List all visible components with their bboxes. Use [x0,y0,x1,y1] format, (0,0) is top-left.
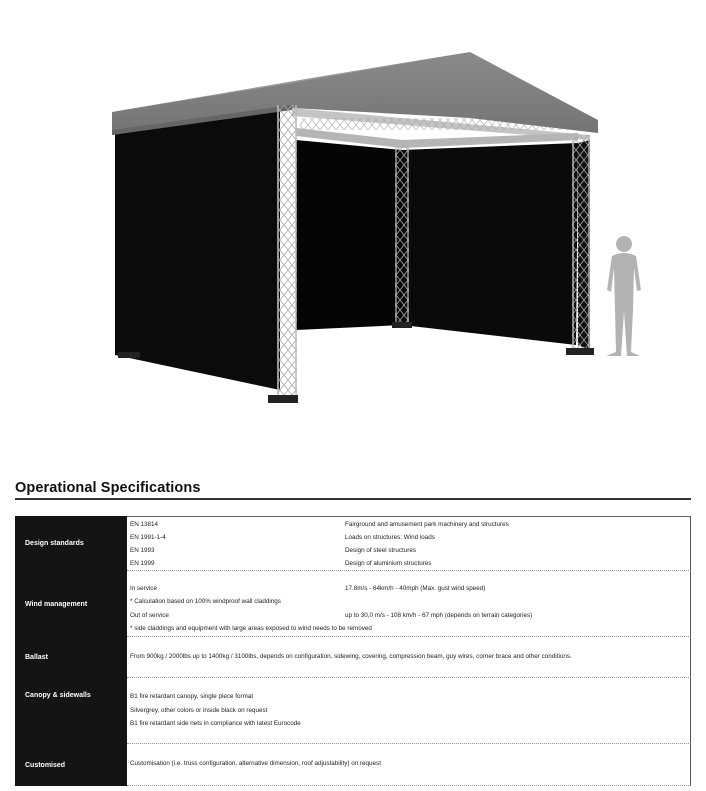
spec-description: up to 30,0 m/s - 108 km/h - 67 mph (depends on terrain categories) [345,612,533,619]
row-label: Customised [15,744,127,786]
spec-description: Design of aluminium structures [345,560,432,567]
row-content [127,571,691,637]
row-content [127,637,691,678]
row-label: Wind management [15,571,127,637]
spec-value: EN 1999 [130,560,155,567]
heading-divider [15,498,691,500]
spec-value: Silvergrey, other colors or inside black on request [130,707,268,714]
spec-value: From 900kg / 2000lbs up to 1400kg / 3100lbs, depends on configuration, sidewing, covering, compression beam, guy wires, corner brace and other conditions. [130,653,572,660]
spec-value: B1 fire retardant side nets in compliance with latest Eurocode [130,720,301,727]
row-content [127,744,691,786]
spec-value: EN 1991-1-4 [130,534,166,541]
spec-description: Fairground and amusement park machinery and structures [345,521,509,528]
section-heading: Operational Specifications [15,480,201,496]
spec-description: 17.8m/s - 64km/h - 40mph (Max. gust wind speed) [345,585,486,592]
row-content [127,678,691,744]
spec-row-customised [15,744,691,786]
spec-value: EN 13814 [130,521,159,528]
row-label: Design standards [15,516,127,571]
row-content [127,516,691,571]
spec-row-design-standards [15,516,691,571]
spec-value: In service [130,585,157,592]
row-label: Ballast [15,637,127,678]
spec-value: B1 fire retardant canopy, single piece format [130,693,254,700]
spec-value: Customisation (i.e. truss configuration, alternative dimension, roof adjustability) on request [130,760,381,767]
spec-value: Out of service [130,612,169,619]
spec-description: Loads on structures: Wind loads [345,534,435,541]
spec-description: Design of steel structures [345,547,417,554]
row-label: Canopy & sidewalls [15,678,127,744]
spec-note: * side claddings and equipment with large areas exposed to wind needs to be removed [130,625,372,632]
spec-row-canopy-sidewalls [15,678,691,744]
spec-row-wind-management [15,571,691,637]
spec-note: * Calculation based on 100% windproof wall claddings [130,598,281,605]
spec-value: EN 1993 [130,547,155,554]
spec-row-ballast [15,637,691,678]
